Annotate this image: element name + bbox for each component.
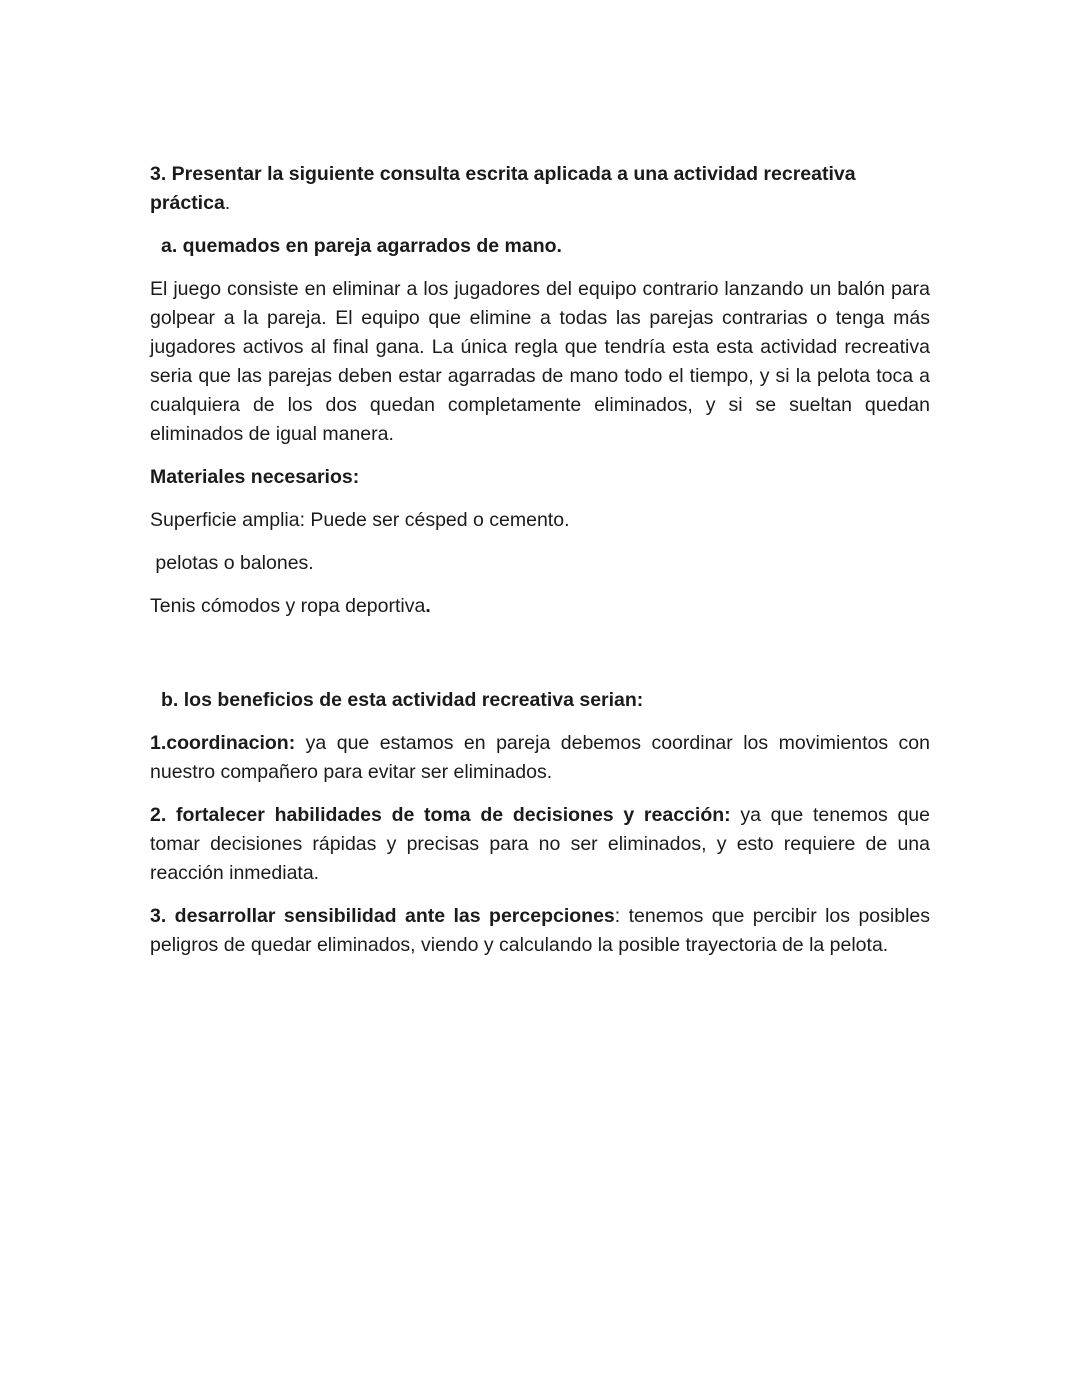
materials-item-clothing-text: Tenis cómodos y ropa deportiva <box>150 595 426 617</box>
section-spacer <box>150 635 930 686</box>
materials-title: Materiales necesarios: <box>150 466 360 488</box>
benefit-1-text: ya que estamos en pareja debemos coordinar los movimientos con nuestro compañero para evitar ser eliminados. <box>150 732 930 783</box>
item-b-heading: b. los beneficios de esta actividad recreativa serian: <box>161 689 644 711</box>
materials-item-clothing-period: . <box>425 595 431 617</box>
benefit-1-paragraph <box>150 729 930 787</box>
section-3-heading-text: 3. Presentar la siguiente consulta escrita aplicada a una actividad recreativa práctica <box>150 163 856 214</box>
materials-item-clothing <box>150 592 930 621</box>
materials-item-balls: pelotas o balones. <box>150 552 314 574</box>
benefit-2-paragraph <box>150 801 930 888</box>
document-content <box>150 160 930 960</box>
benefit-3-paragraph <box>150 902 930 960</box>
section-3-heading-period: . <box>224 192 231 214</box>
benefit-3-text: : tenemos que percibir los posibles peligros de quedar eliminados, viendo y calculando la posible trayectoria de la pelota. <box>150 905 930 956</box>
item-a-heading: a. quemados en pareja agarrados de mano. <box>161 235 562 257</box>
benefit-2-label: 2. fortalecer habilidades de toma de decisiones y reacción: <box>150 804 731 826</box>
game-description-paragraph: El juego consiste en eliminar a los jugadores del equipo contrario lanzando un balón para golpear a la pareja. El equipo que elimine a todas las parejas contrarias o tenga más jugadores activos al final gana. La única regla que tendría esta esta actividad recreativa seria que las parejas deben estar agarradas de mano todo el tiempo, y si la pelota toca a cualquiera de los dos quedan completamente eliminados, y si se sueltan quedan eliminados de igual manera. <box>150 278 930 445</box>
benefit-2-text: ya que tenemos que tomar decisiones rápidas y precisas para no ser eliminados, y esto requiere de una reacción inmediata. <box>150 804 930 884</box>
benefit-3-label: 3. desarrollar sensibilidad ante las percepciones <box>150 905 615 927</box>
section-3-heading <box>150 160 930 218</box>
materials-item-surface: Superficie amplia: Puede ser césped o cemento. <box>150 509 570 531</box>
benefit-1-label: 1.coordinacion: <box>150 732 296 754</box>
